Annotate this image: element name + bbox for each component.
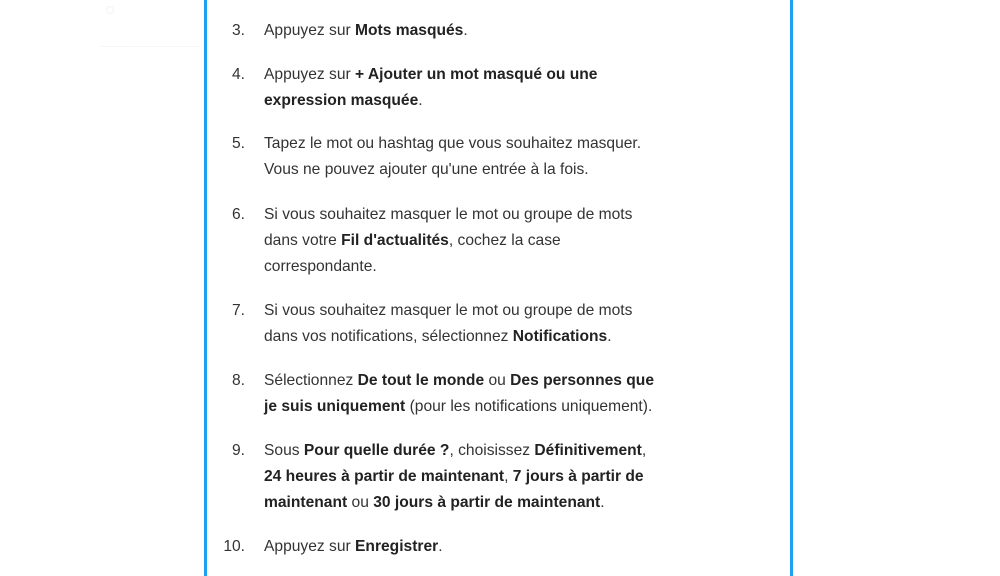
faint-divider	[100, 46, 200, 47]
step-text	[264, 202, 749, 280]
step-number: 4.	[231, 66, 245, 83]
step-text-segment: .	[418, 92, 423, 109]
step-text-segment: .	[607, 328, 612, 345]
ui-term: 30 jours à partir de maintenant	[373, 494, 601, 511]
step-number: 8.	[231, 372, 245, 389]
step-text-segment: .	[438, 538, 443, 555]
step-text-line	[264, 368, 749, 394]
step-text-segment: , choisissez	[449, 442, 535, 459]
step-text	[264, 298, 749, 350]
ui-term: je suis uniquement	[264, 398, 406, 415]
step-text-segment: Appuyez sur	[264, 66, 356, 83]
step-text-line	[264, 394, 749, 420]
step-number: 9.	[231, 442, 245, 459]
step-text	[264, 131, 749, 183]
step-text-segment: , cochez la case	[448, 232, 561, 249]
step-text-line	[264, 298, 749, 324]
step-text-segment: ,	[641, 442, 647, 459]
step-text-line	[264, 534, 749, 560]
step-text-segment: Vous ne pouvez ajouter qu'une entrée à la fois.	[264, 161, 589, 178]
step-text-segment: Si vous souhaitez masquer le mot ou groupe de mots	[264, 302, 633, 319]
step-number: 5.	[231, 135, 245, 152]
step-text-segment: Sous	[264, 442, 304, 459]
step-text-segment: ou	[347, 494, 374, 511]
step-text-line	[264, 88, 749, 114]
ui-term: + Ajouter un mot masqué ou une	[355, 66, 598, 83]
ui-term: Pour quelle durée ?	[303, 442, 450, 459]
step-text-line	[264, 254, 749, 280]
step-text-line	[264, 18, 749, 44]
step-text	[264, 534, 749, 560]
step-text-line	[264, 62, 749, 88]
ui-term: Enregistrer	[355, 538, 439, 555]
step-text-segment: dans votre	[264, 232, 342, 249]
step-text	[264, 368, 749, 420]
step-text-line	[264, 490, 749, 516]
ui-term: De tout le monde	[357, 372, 485, 389]
step-text-segment: Tapez le mot ou hashtag que vous souhaitez masquer.	[264, 135, 642, 152]
background-left-decor	[100, 0, 200, 60]
step-text-segment: correspondante.	[264, 258, 377, 275]
step-number: 6.	[231, 206, 245, 223]
step-text-segment: .	[463, 22, 468, 39]
step-text-segment: Appuyez sur	[264, 22, 356, 39]
step-number: 7.	[231, 302, 245, 319]
step-number: 10.	[223, 538, 245, 555]
ui-term: Mots masqués	[355, 22, 464, 39]
instructions-panel	[204, 0, 793, 576]
ui-term: Des personnes que	[510, 372, 654, 389]
step-text-line	[264, 157, 749, 183]
step-text-line	[264, 228, 749, 254]
ui-term: 24 heures à partir de maintenant	[264, 468, 505, 485]
ui-term: Notifications	[512, 328, 608, 345]
step-text-segment: .	[600, 494, 605, 511]
ui-term: Fil d'actualités	[341, 232, 449, 249]
step-text-segment: ou	[484, 372, 511, 389]
step-text-line	[264, 464, 749, 490]
ui-term: Définitivement	[534, 442, 642, 459]
step-text-line	[264, 131, 749, 157]
step-text-segment: (pour les notifications uniquement).	[405, 398, 653, 415]
step-text-segment: Si vous souhaitez masquer le mot ou groupe de mots	[264, 206, 633, 223]
step-text-line	[264, 324, 749, 350]
step-text	[264, 62, 749, 114]
step-text	[264, 18, 749, 44]
step-text-line	[264, 202, 749, 228]
ui-term: 7 jours à partir de	[512, 468, 644, 485]
step-number: 3.	[231, 22, 245, 39]
step-text	[264, 438, 749, 516]
faint-dot-icon	[106, 6, 114, 14]
step-text-segment: Appuyez sur	[264, 538, 356, 555]
ui-term: expression masquée	[264, 92, 419, 109]
step-text-segment: ,	[504, 468, 513, 485]
step-text-segment: Sélectionnez	[264, 372, 358, 389]
ui-term: maintenant	[264, 494, 348, 511]
step-text-line	[264, 438, 749, 464]
step-text-segment: dans vos notifications, sélectionnez	[264, 328, 513, 345]
